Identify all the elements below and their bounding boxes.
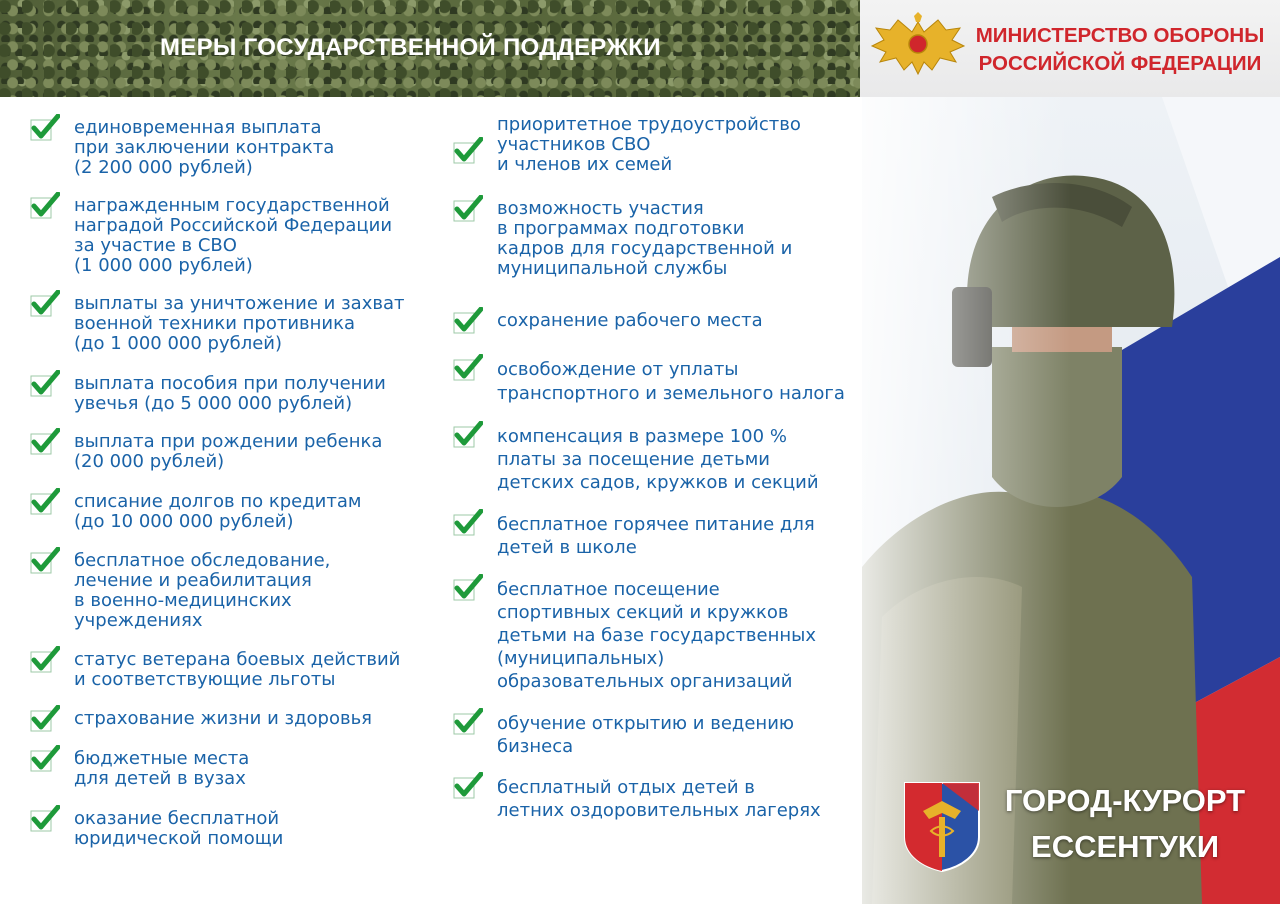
benefit-item [30, 749, 249, 789]
benefit-text: награжденным государственной наградой Российской Федерации за участие в СВО (1 000 000 рублей) [74, 195, 393, 276]
benefit-text: бесплатное обследование, лечение и реабилитация в военно-медицинских учреждениях [74, 550, 331, 631]
checkmark-icon [30, 705, 60, 733]
city-name: ГОРОД-КУРОРТ ЕССЕНТУКИ [1004, 783, 1246, 864]
benefit-item [453, 776, 821, 822]
benefit-text: выплаты за уничтожение и захват военной техники противника (до 1 000 000 рублей) [74, 293, 405, 354]
ministry-name: МИНИСТЕРСТВО ОБОРОНЫ РОССИЙСКОЙ ФЕДЕРАЦИИ [975, 24, 1265, 75]
benefit-item [453, 712, 794, 758]
double-headed-eagle-icon [868, 12, 968, 84]
benefit-item [30, 551, 330, 631]
benefit-text: списание долгов по кредитам (до 10 000 000 рублей) [74, 491, 362, 532]
benefit-text: сохранение рабочего места [497, 310, 763, 331]
benefit-text: обучение открытию и ведению бизнеса [497, 713, 795, 757]
checkmark-icon [30, 192, 60, 220]
checkmark-icon [30, 488, 60, 516]
header-banner [0, 0, 860, 97]
benefit-item [453, 513, 815, 559]
benefit-item [30, 374, 386, 414]
benefit-item [30, 196, 392, 276]
benefit-text: освобождение от уплаты транспортного и земельного налога [497, 359, 845, 404]
benefit-text: бесплатное горячее питание для детей в школе [497, 514, 815, 558]
checkmark-icon [30, 114, 60, 142]
checkmark-icon [30, 646, 60, 674]
benefit-text: статус ветерана боевых действий и соответствующие льготы [74, 649, 401, 690]
benefit-text: выплата при рождении ребенка (20 000 рублей) [74, 431, 383, 472]
checkmark-icon [30, 745, 60, 773]
benefit-item [30, 432, 382, 472]
checkmark-icon [30, 805, 60, 833]
benefit-item [30, 650, 400, 690]
checkmark-icon [30, 290, 60, 318]
benefit-text: бюджетные места для детей в вузах [74, 748, 250, 789]
checkmark-icon [453, 509, 483, 537]
checkmark-icon [453, 421, 483, 449]
benefit-text: приоритетное трудоустройство участников СВО и членов их семей [497, 114, 801, 175]
benefit-text: компенсация в размере 100 % платы за посещение детьми детских садов, кружков и секций [497, 426, 819, 493]
benefit-text: оказание бесплатной юридической помощи [74, 808, 284, 849]
checkmark-icon [30, 547, 60, 575]
checkmark-icon [453, 772, 483, 800]
checkmark-icon [453, 307, 483, 335]
benefit-text: выплата пособия при получении увечья (до 5 000 000 рублей) [74, 373, 386, 414]
essentuki-coat-of-arms-icon [903, 781, 981, 873]
benefit-text: бесплатное посещение спортивных секций и кружков детьми на базе государственных (муниципальных) образовательных организаций [497, 579, 817, 692]
benefit-text: единовременная выплата при заключении контракта (2 200 000 рублей) [74, 117, 335, 178]
checkmark-icon [453, 708, 483, 736]
benefit-item [453, 311, 763, 335]
checkmark-icon [30, 370, 60, 398]
benefit-text: бесплатный отдых детей в летних оздоровительных лагерях [497, 777, 821, 821]
checkmark-icon [30, 428, 60, 456]
benefit-item [453, 425, 819, 494]
benefit-item [453, 358, 845, 406]
checkmark-icon [453, 354, 483, 382]
ministry-header [860, 0, 1280, 97]
benefit-item [453, 199, 792, 279]
benefit-item [30, 809, 283, 849]
checkmark-icon [453, 195, 483, 223]
benefit-item [453, 115, 801, 175]
benefit-item [30, 118, 334, 178]
benefit-item [30, 294, 404, 354]
benefit-text: возможность участия в программах подготовки кадров для государственной и муниципальной службы [497, 198, 793, 279]
benefit-text: страхование жизни и здоровья [74, 708, 373, 729]
benefit-item [30, 709, 372, 733]
benefit-item [30, 492, 361, 532]
benefit-item [453, 578, 816, 693]
checkmark-icon [453, 574, 483, 602]
checkmark-icon [453, 137, 483, 165]
page-title: МЕРЫ ГОСУДАРСТВЕННОЙ ПОДДЕРЖКИ [160, 34, 661, 61]
